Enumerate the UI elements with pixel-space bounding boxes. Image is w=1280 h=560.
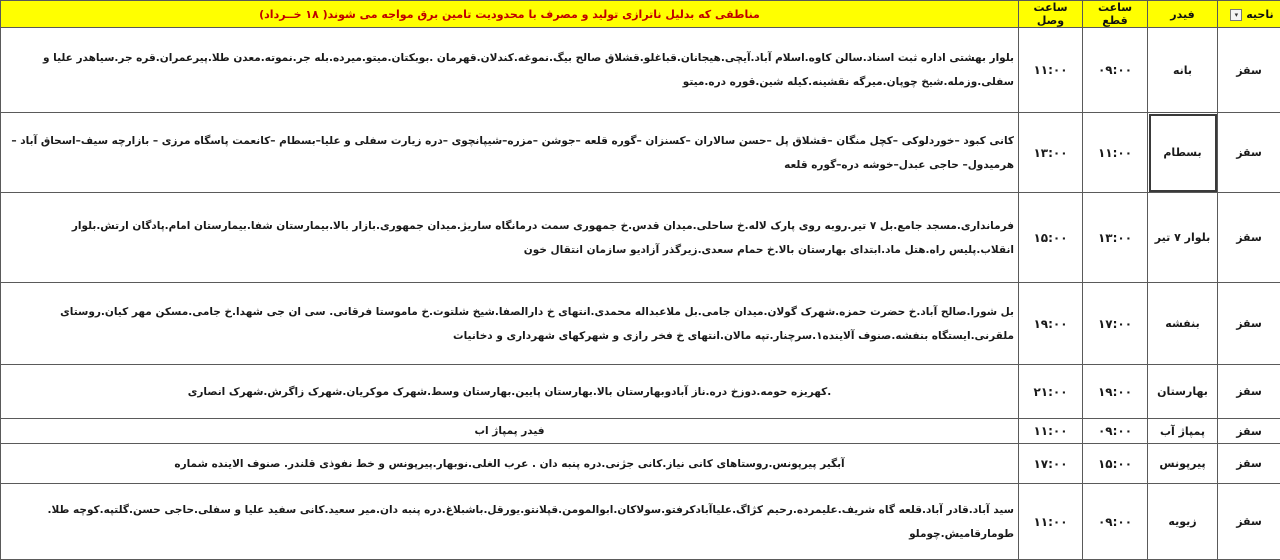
connect-time-cell[interactable]: ۱۹:۰۰ <box>1019 283 1083 365</box>
cut-time-cell[interactable]: ۱۵:۰۰ <box>1083 444 1148 484</box>
connect-time-cell[interactable]: ۱۱:۰۰ <box>1019 28 1083 113</box>
cut-time-cell[interactable]: ۰۹:۰۰ <box>1083 28 1148 113</box>
table-row <box>1 444 1280 484</box>
district-cell[interactable]: سقز <box>1218 365 1280 419</box>
cut-time-cell[interactable]: ۰۹:۰۰ <box>1083 484 1148 560</box>
connect-time-cell[interactable]: ۲۱:۰۰ <box>1019 365 1083 419</box>
filter-dropdown-icon[interactable]: ▾ <box>1230 9 1242 21</box>
connect-time-cell[interactable]: ۱۱:۰۰ <box>1019 484 1083 560</box>
district-cell[interactable]: سقز <box>1218 28 1280 113</box>
feeder-cell[interactable]: پمپاژ آب <box>1148 419 1218 444</box>
feeder-cell[interactable]: زیویه <box>1148 484 1218 560</box>
district-cell[interactable]: سقز <box>1218 113 1280 193</box>
district-cell[interactable]: سقز <box>1218 484 1280 560</box>
areas-cell[interactable]: کانی کبود –خوردلوکی –کچل منگان –قشلاق پل –حسن سالاران –کسنزان –گوره قلعه –جوشن –مزره–شیپانچوی –دره زیارت سفلی و علیا–بسطام –کانعمت پاسگاه مرزی – بازارچه سیف–اسحاق آباد –هرمیدول– حاجی عبدل–خوشه دره–گوره قلعه <box>1 113 1019 193</box>
table-row <box>1 113 1280 193</box>
header-cut-time: ساعت قطع <box>1083 1 1148 28</box>
feeder-cell[interactable]: پیرپونس <box>1148 444 1218 484</box>
table-row <box>1 365 1280 419</box>
district-cell[interactable]: سقز <box>1218 283 1280 365</box>
table-row <box>1 28 1280 113</box>
connect-time-cell[interactable]: ۱۷:۰۰ <box>1019 444 1083 484</box>
areas-cell[interactable]: آبگیر پیرپونس.روستاهای کانی نیاز.کانی جژنی.دره پنبه دان . عرب الغلی.نوبهار.پیرپونس و خط نفوذی قلندر. صنوف الاینده شماره <box>1 444 1019 484</box>
cut-time-cell[interactable]: ۰۹:۰۰ <box>1083 419 1148 444</box>
feeder-cell[interactable]: بهارستان <box>1148 365 1218 419</box>
connect-time-cell[interactable]: ۱۳:۰۰ <box>1019 113 1083 193</box>
table-row <box>1 484 1280 560</box>
areas-cell[interactable]: فیدر پمپاژ اب <box>1 419 1019 444</box>
header-feeder: فیدر <box>1148 1 1218 28</box>
feeder-cell[interactable]: بلوار ۷ تیر <box>1148 193 1218 283</box>
table-row <box>1 193 1280 283</box>
district-cell[interactable]: سقز <box>1218 193 1280 283</box>
areas-cell[interactable]: بل شورا.صالح آباد.خ حضرت حمزه.شهرک گولان.میدان جامی.بل ملاعبداله محمدی.انتهای خ دارالصفا.شیخ شلتوت.خ ماموستا فرقانی. سی ان جی شهدا.خ جامی.مسکن مهر کیان.روستای ملقرنی.ایستگاه بنفشه.صنوف آلاینده۱.سرچنار.تپه مالان.انتهای خ فخر رازی و شهرکهای شهرداری و دخانیات <box>1 283 1019 365</box>
cut-time-cell[interactable]: ۱۳:۰۰ <box>1083 193 1148 283</box>
district-cell[interactable]: سقز <box>1218 419 1280 444</box>
areas-cell[interactable]: فرمانداری.مسجد جامع.بل ۷ تیر.روبه روی پارک لاله.خ ساحلی.میدان قدس.خ جمهوری سمت درمانگاه ساریژ.میدان جمهوری.بازار بالا.بیمارستان شفا.بیمارستان امام.پادگان ارتش.بلوار انقلاب.پلیس راه.هتل ماد.ابتدای بهارستان بالا.خ حمام سعدی.زیرگذر آزادیو سازمان انتقال خون <box>1 193 1019 283</box>
areas-cell[interactable]: .کهریزه حومه.دوزخ دره.ناز آبادوبهارستان بالا.بهارستان پایین.بهارستان وسط.شهرک موکریان.شهرک زاگرش.شهرک انصاری <box>1 365 1019 419</box>
header-connect-time: ساعت وصل <box>1019 1 1083 28</box>
feeder-cell[interactable]: بانه <box>1148 28 1218 113</box>
header-district-label: ناحیه <box>1246 8 1273 21</box>
header-row <box>1 1 1280 28</box>
header-district[interactable] <box>1218 1 1280 28</box>
areas-cell[interactable]: سید آباد.قادر آباد.قلعه گاه شریف.علیمرده.رحیم کژاگ.علیاآبادکرفتو.سولاکان.ابوالمومن.قپلانتو.یورقل.باشبلاغ.دره پنبه دان.میر سعید.کانی سفید علیا و سفلی.حاجی حسن.گلتپه.کوچه طلا. طومارقامیش.چوملو <box>1 484 1019 560</box>
areas-cell[interactable]: بلوار بهشتی اداره ثبت اسناد.سالن کاوه.اسلام آباد.آیچی.هیجانان.قباغلو.قشلاق صالح بیگ.نموغه.کندلان.قهرمان .بوبکتان.میتو.میرده.بله جر.نموته.معدن طلا.پیرعمران.قره جر.سیاهدر علیا و سفلی.وزمله.شیخ چوپان.میرگه نقشینه.کیله شین.قوره دره.میتو <box>1 28 1019 113</box>
feeder-cell-selected[interactable]: بسطام <box>1148 113 1218 193</box>
cut-time-cell[interactable]: ۱۹:۰۰ <box>1083 365 1148 419</box>
table-row <box>1 283 1280 365</box>
connect-time-cell[interactable]: ۱۵:۰۰ <box>1019 193 1083 283</box>
header-title: مناطقی که بدلیل ناترازی تولید و مصرف با محدودیت تامین برق مواجه می شوند( ۱۸ خــرداد) <box>1 1 1019 28</box>
connect-time-cell[interactable]: ۱۱:۰۰ <box>1019 419 1083 444</box>
table-row <box>1 419 1280 444</box>
cut-time-cell[interactable]: ۱۱:۰۰ <box>1083 113 1148 193</box>
feeder-cell[interactable]: بنفشه <box>1148 283 1218 365</box>
cut-time-cell[interactable]: ۱۷:۰۰ <box>1083 283 1148 365</box>
district-cell[interactable]: سقز <box>1218 444 1280 484</box>
